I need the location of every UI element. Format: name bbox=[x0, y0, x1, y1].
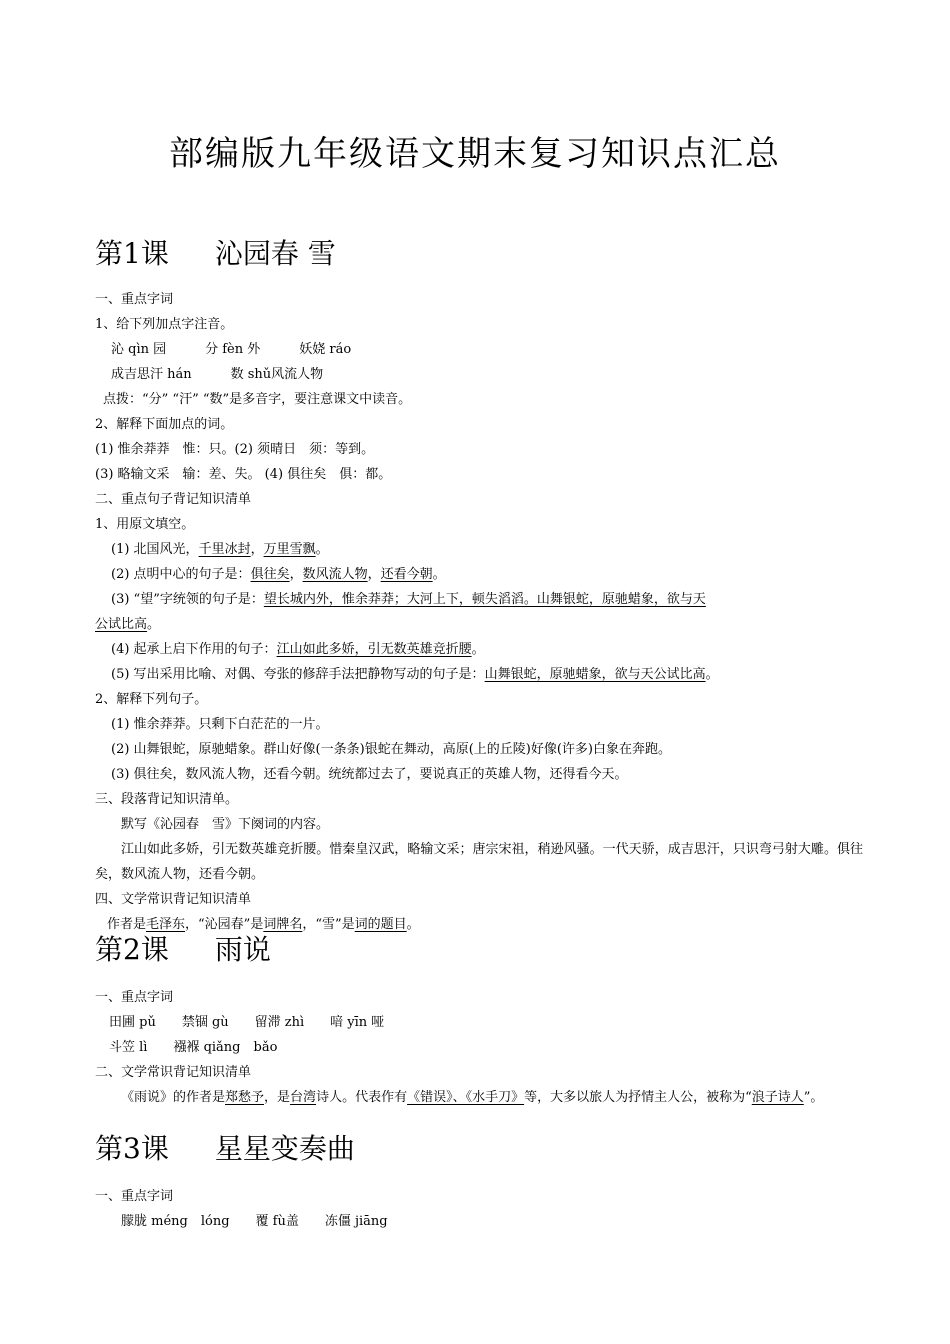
fill-blank-line bbox=[111, 537, 881, 562]
answer: 公试比高 bbox=[95, 617, 148, 632]
page-title: 部编版九年级语文期末复习知识点汇总 bbox=[169, 134, 781, 174]
question: 2、解释下列句子。 bbox=[95, 692, 208, 707]
fill-blank-line-cont bbox=[95, 612, 865, 637]
answer: 万里雪飘 bbox=[263, 542, 316, 557]
pinyin-line: 朦胧 méng lóng 覆 fù盖 冻僵 jiāng bbox=[121, 1214, 388, 1229]
answer: 山舞银蛇，原驰蜡象，欲与天公试比高 bbox=[484, 667, 706, 682]
text: (1) 北国风光， bbox=[111, 542, 199, 557]
answer: 郑愁予 bbox=[225, 1090, 265, 1105]
explanation-line: (1) 惟余莽莽 惟：只。(2) 须晴日 须：等到。 bbox=[95, 442, 375, 457]
lesson-3-heading bbox=[95, 1127, 355, 1167]
section-heading: 一、重点字词 bbox=[95, 1189, 174, 1204]
lesson-2-heading bbox=[95, 928, 271, 968]
text: 。 bbox=[147, 617, 161, 632]
lesson-number: 第3课 bbox=[95, 1132, 169, 1165]
answer: 数风流人物 bbox=[302, 567, 368, 582]
instruction-line: 默写《沁园春 雪》下阕词的内容。 bbox=[121, 817, 330, 832]
author-paragraph bbox=[95, 1085, 863, 1110]
section-heading: 三、段落背记知识清单。 bbox=[95, 792, 239, 807]
fill-blank-line bbox=[111, 662, 881, 687]
text: ， bbox=[289, 567, 303, 582]
answer: 词牌名 bbox=[263, 917, 303, 932]
explanation-line: (1) 惟余莽莽。只剩下白茫茫的一片。 bbox=[111, 717, 329, 732]
answer: 《错误》、《水手刀》 bbox=[407, 1090, 525, 1105]
fill-blank-line bbox=[111, 637, 881, 662]
text: 。 bbox=[315, 542, 329, 557]
section-heading: 二、重点句子背记知识清单 bbox=[95, 492, 252, 507]
text: (2) 点明中心的句子是： bbox=[111, 567, 251, 582]
text: 等，大多以旅人为抒情主人公，被称为“ bbox=[524, 1090, 752, 1105]
lesson-1-heading bbox=[95, 232, 336, 272]
answer: 望长城内外，惟余莽莽；大河上下，顿失滔滔。山舞银蛇，原驰蜡象，欲与天 bbox=[263, 592, 706, 607]
lesson-number: 第1课 bbox=[95, 237, 169, 270]
text: 作者是 bbox=[107, 917, 147, 932]
question: 2、解释下面加点的词。 bbox=[95, 417, 234, 432]
text: 。 bbox=[406, 917, 420, 932]
answer: 词的题目 bbox=[354, 917, 407, 932]
text: 。 bbox=[705, 667, 719, 682]
poem-paragraph: 江山如此多娇，引无数英雄竞折腰。惜秦皇汉武，略输文采；唐宗宋祖，稍逊风骚。一代天骄，成吉思汗，只识弯弓射大雕。俱往矣，数风流人物，还看今朝。 bbox=[95, 842, 863, 882]
pinyin-line: 沁 qìn 园 分 fèn 外 妖娆 ráo bbox=[111, 342, 352, 357]
text: 。 bbox=[471, 642, 485, 657]
question: 1、给下列加点字注音。 bbox=[95, 317, 234, 332]
text: ，“沁园春”是 bbox=[185, 917, 264, 932]
pinyin-line: 斗笠 lì 襁褓 qiǎng bǎo bbox=[109, 1040, 278, 1055]
text: (5) 写出采用比喻、对偶、夸张的修辞手法把静物写动的句子是： bbox=[111, 667, 485, 682]
answer: 还看今朝 bbox=[380, 567, 433, 582]
answer: 千里冰封 bbox=[198, 542, 251, 557]
answer: 俱往矣 bbox=[250, 567, 290, 582]
text: 《雨说》的作者是 bbox=[121, 1090, 226, 1105]
lesson-title: 雨说 bbox=[214, 933, 271, 966]
section-heading: 一、重点字词 bbox=[95, 990, 174, 1005]
text: ，是 bbox=[264, 1090, 291, 1105]
section-heading: 一、重点字词 bbox=[95, 292, 174, 307]
answer: 浪子诗人 bbox=[751, 1090, 804, 1105]
text: ，“雪”是 bbox=[302, 917, 355, 932]
pinyin-line: 成吉思汗 hán 数 shǔ风流人物 bbox=[111, 367, 324, 382]
tip-line: 点拨：“分” “汗” “数”是多音字，要注意课文中读音。 bbox=[103, 392, 412, 407]
lesson-number: 第2课 bbox=[95, 933, 169, 966]
question: 1、用原文填空。 bbox=[95, 517, 195, 532]
fill-blank-line bbox=[111, 562, 881, 587]
answer: 台湾 bbox=[290, 1090, 317, 1105]
text: (4) 起承上启下作用的句子： bbox=[111, 642, 277, 657]
answer: 江山如此多娇，引无数英雄竞折腰 bbox=[276, 642, 472, 657]
explanation-line: (3) 略输文采 输：差、失。 (4) 俱往矣 俱：都。 bbox=[95, 467, 392, 482]
explanation-line: (3) 俱往矣，数风流人物，还看今朝。统统都过去了，要说真正的英雄人物，还得看今天。 bbox=[111, 767, 628, 782]
pinyin-line: 田圃 pǔ 禁锢 gù 留滞 zhì 喑 yīn 哑 bbox=[109, 1015, 385, 1030]
text: ， bbox=[250, 542, 264, 557]
section-heading: 二、文学常识背记知识清单 bbox=[95, 1065, 252, 1080]
fill-blank-line bbox=[111, 587, 863, 612]
section-heading: 四、文学常识背记知识清单 bbox=[95, 892, 252, 907]
text: ”。 bbox=[803, 1090, 824, 1105]
text: (3) “望”字统领的句子是： bbox=[111, 592, 264, 607]
text: ， bbox=[367, 567, 381, 582]
text: 。 bbox=[432, 567, 446, 582]
explanation-line: (2) 山舞银蛇，原驰蜡象。群山好像(一条条)银蛇在舞动，高原(上的丘陵)好像(许多)白象在奔跑。 bbox=[111, 742, 671, 757]
lesson-title: 沁园春 雪 bbox=[214, 237, 336, 270]
lesson-title: 星星变奏曲 bbox=[214, 1132, 355, 1165]
answer: 毛泽东 bbox=[146, 917, 186, 932]
text: 诗人。代表作有 bbox=[316, 1090, 408, 1105]
